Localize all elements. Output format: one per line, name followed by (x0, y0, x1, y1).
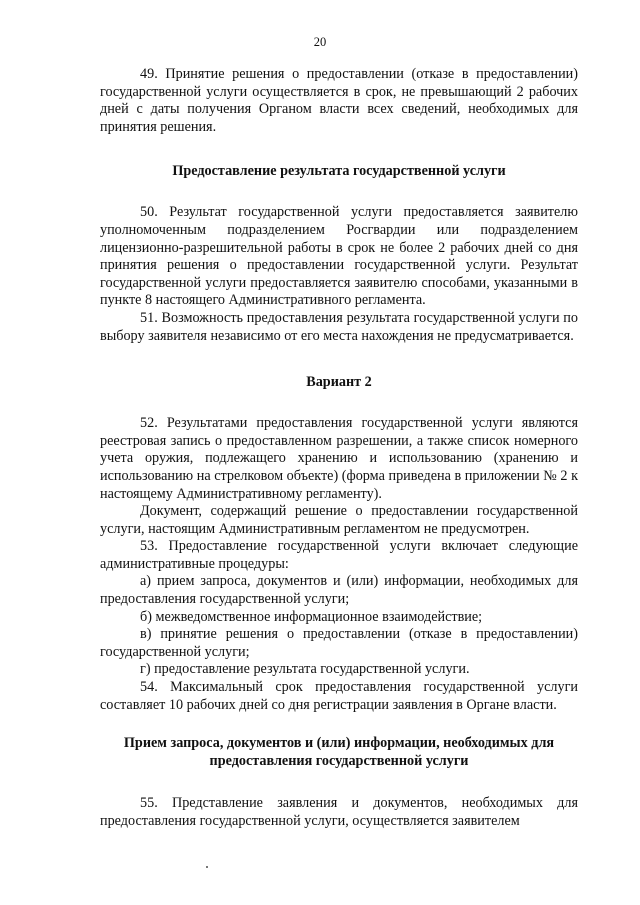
paragraph-53: 53. Предоставление государственной услуги включает следующие административные процедуры: (100, 538, 578, 572)
paragraph-49: 49. Принятие решения о предоставлении (отказе в предоставлении) государственной услуги осуществляется в срок, не превышающий 2 рабочих дней с даты получения Органом власти всех сведений, необходимых для принятия решения. (100, 66, 578, 135)
paragraph-52: 52. Результатами предоставления государственной услуги являются реестровая запись о предоставленном разрешении, а также список номерного учета оружия, подлежащего хранению и использованию (хранению и использованию на стрелковом объекте) (форма приведена в приложении № 2 к настоящему Административному регламенту). (100, 415, 578, 502)
paragraph-52-note: Документ, содержащий решение о предоставлении государственной услуги, настоящим Административным регламентом не предусмотрен. (100, 503, 578, 537)
heading-request-intake: Прием запроса, документов и (или) информации, необходимых для предоставления государственной услуги (123, 735, 555, 770)
paragraph-55: 55. Представление заявления и документов, необходимых для предоставления государственной услуги, осуществляется заявителем (100, 795, 578, 829)
paragraph-54: 54. Максимальный срок предоставления государственной услуги составляет 10 рабочих дней со дня регистрации заявления в Органе власти. (100, 679, 578, 713)
paragraph-53-a: а) прием запроса, документов и (или) информации, необходимых для предоставления государственной услуги; (100, 573, 578, 608)
paragraph-50: 50. Результат государственной услуги предоставляется заявителю уполномоченным подразделением Росгвардии или подразделением лицензионно-разрешительной работы в срок не более 2 рабочих дней со дня принятия решения о предоставлении государственной услуги. Результат государственной услуги предоставляется заявителю способами, указанными в пункте 8 настоящего Административного регламента. (100, 204, 578, 309)
paragraph-53-c: в) принятие решения о предоставлении (отказе в предоставлении) государственной услуги; (100, 626, 578, 660)
paragraph-51: 51. Возможность предоставления результата государственной услуги по выбору заявителя независимо от его места нахождения не предусматривается. (100, 309, 578, 344)
page-number: 20 (313, 35, 327, 49)
document-body (100, 66, 578, 830)
heading-variant-2: Вариант 2 (306, 374, 372, 391)
paragraph-53-b: б) межведомственное информационное взаимодействие; (140, 608, 483, 625)
heading-result-delivery: Предоставление результата государственной услуги (172, 163, 506, 180)
paragraph-53-d: г) предоставление результата государственной услуги. (140, 661, 470, 678)
scan-speck (206, 866, 208, 868)
